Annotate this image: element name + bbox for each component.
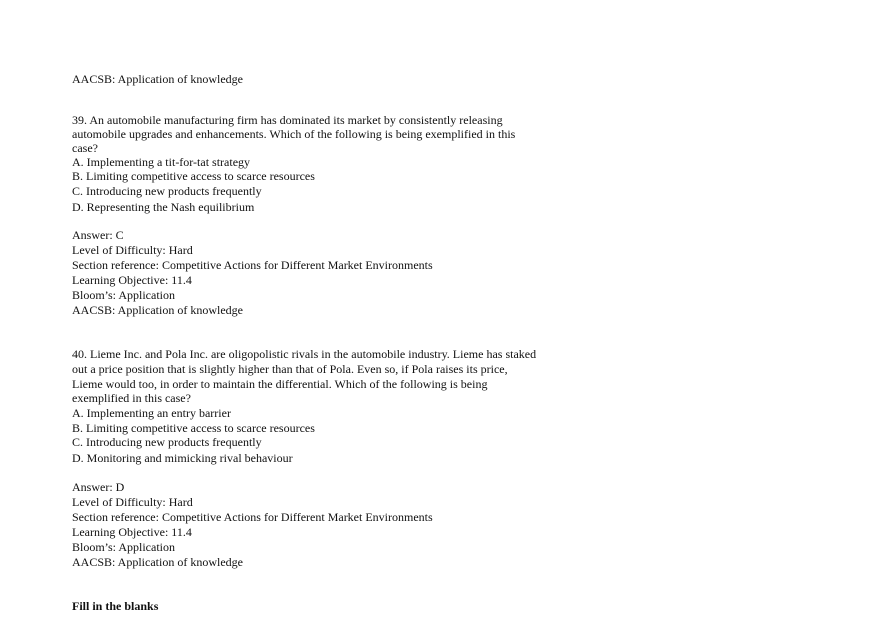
q40-option-a: A. Implementing an entry barrier	[72, 406, 231, 420]
q40-option-b: B. Limiting competitive access to scarce resources	[72, 421, 315, 435]
q39-answer: Answer: C	[72, 228, 124, 242]
q39-section-reference: Section reference: Competitive Actions for Different Market Environments	[72, 258, 433, 272]
q39-aacsb: AACSB: Application of knowledge	[72, 303, 243, 317]
section-heading-fill-in-the-blanks: Fill in the blanks	[72, 599, 159, 613]
q40-blooms: Bloom’s: Application	[72, 540, 176, 554]
q40-stem-line-2: out a price position that is slightly higher than that of Pola. Even so, if Pola raises its price,	[72, 362, 508, 376]
q40-option-c: C. Introducing new products frequently	[72, 435, 262, 449]
q39-option-a: A. Implementing a tit-for-tat strategy	[72, 155, 251, 169]
q39-difficulty: Level of Difficulty: Hard	[72, 243, 193, 257]
q40-learning-objective: Learning Objective: 11.4	[72, 525, 192, 539]
q39-option-b: B. Limiting competitive access to scarce resources	[72, 169, 315, 183]
q40-aacsb: AACSB: Application of knowledge	[72, 555, 243, 569]
q40-difficulty: Level of Difficulty: Hard	[72, 495, 193, 509]
q39-stem-line-3: case?	[72, 141, 98, 155]
q40-stem-line-3: Lieme would too, in order to maintain the differential. Which of the following is being	[72, 377, 488, 391]
q40-section-reference: Section reference: Competitive Actions for Different Market Environments	[72, 510, 433, 524]
q39-learning-objective: Learning Objective: 11.4	[72, 273, 192, 287]
q39-option-d: D. Representing the Nash equilibrium	[72, 200, 255, 214]
q39-blooms: Bloom’s: Application	[72, 288, 176, 302]
q40-answer: Answer: D	[72, 480, 125, 494]
q39-option-c: C. Introducing new products frequently	[72, 184, 262, 198]
q39-stem-line-1: 39. An automobile manufacturing firm has dominated its market by consistently releasing	[72, 113, 503, 127]
q40-stem-line-1: 40. Lieme Inc. and Pola Inc. are oligopolistic rivals in the automobile industry. Lieme has staked	[72, 347, 537, 361]
prev-aacsb: AACSB: Application of knowledge	[72, 72, 243, 86]
q40-option-d: D. Monitoring and mimicking rival behaviour	[72, 451, 293, 465]
q40-stem-line-4: exemplified in this case?	[72, 391, 191, 405]
q39-stem-line-2: automobile upgrades and enhancements. Which of the following is being exemplified in this	[72, 127, 516, 141]
